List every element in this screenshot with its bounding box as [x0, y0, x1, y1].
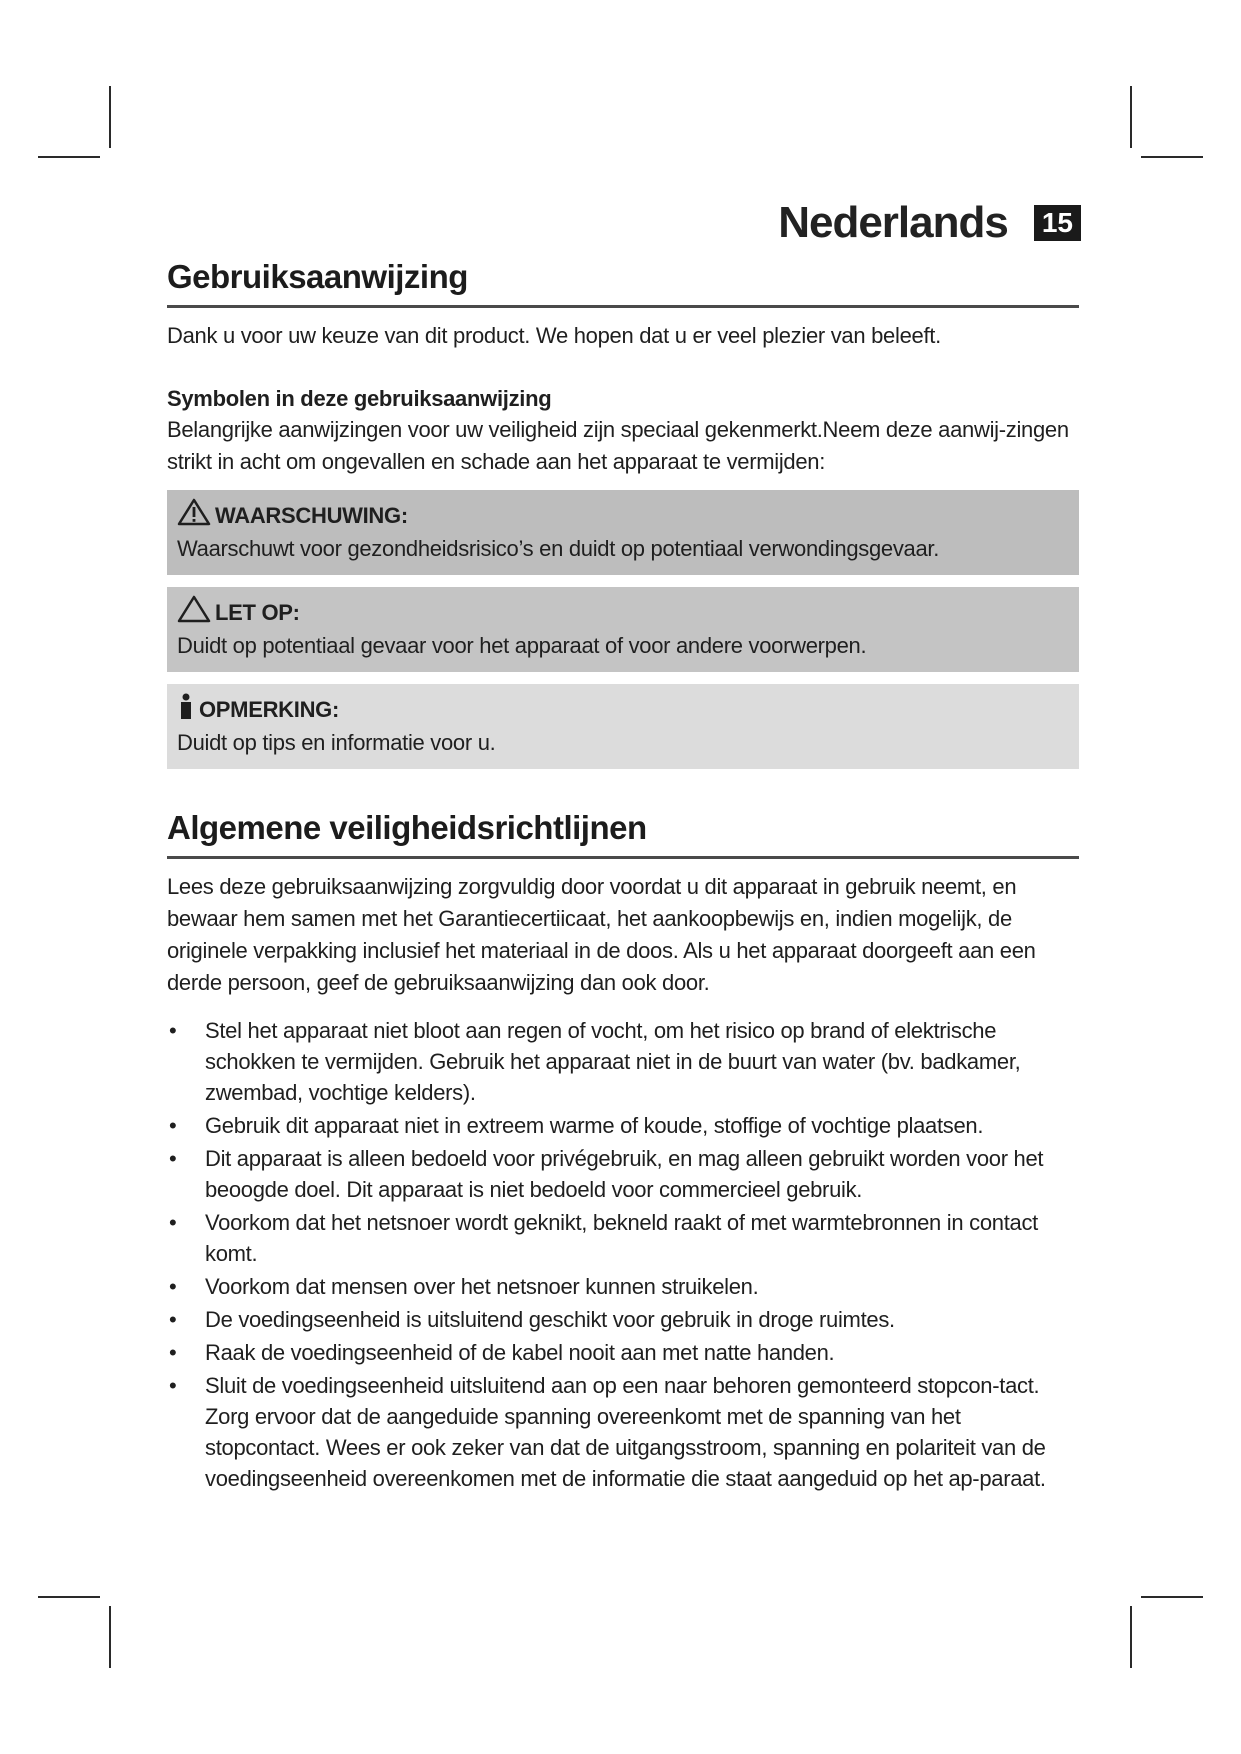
note-head — [177, 692, 1069, 727]
crop-mark — [1130, 86, 1132, 148]
safety-list — [167, 1015, 1079, 1494]
list-item-text: Raak de voedingseenheid of de kabel nooit aan met natte handen. — [205, 1340, 835, 1365]
safety-section — [167, 809, 1079, 1494]
warning-label: WAARSCHUWING: — [215, 502, 408, 528]
crop-mark — [38, 156, 100, 158]
crop-mark — [109, 86, 111, 148]
list-item-text: Gebruik dit apparaat niet in extreem warme of koude, stoffige of vochtige plaatsen. — [205, 1113, 984, 1138]
intro-text: Dank u voor uw keuze van dit product. We hopen dat u er veel plezier van beleeft. — [167, 323, 941, 348]
bullet-dot: • — [169, 1210, 177, 1235]
symbols-heading: Symbolen in deze gebruiksaanwijzing — [167, 386, 552, 411]
list-item — [167, 1304, 1079, 1335]
list-item — [167, 1015, 1079, 1108]
bullet-dot: • — [169, 1373, 177, 1398]
warning-triangle-icon — [177, 498, 215, 533]
list-item — [167, 1143, 1079, 1205]
crop-mark — [1130, 1606, 1132, 1668]
bullet-dot: • — [169, 1340, 177, 1365]
symbols-text: Belangrijke aanwijzingen voor uw veiligheid zijn speciaal gekenmerkt.Neem deze aanwij-zingen strikt in acht om ongevallen en schade aan het apparaat te vermijden: — [167, 417, 1069, 474]
bullet-dot: • — [169, 1018, 177, 1043]
bullet-dot: • — [169, 1113, 177, 1138]
caution-triangle-icon — [177, 595, 215, 630]
language-header — [778, 198, 1081, 248]
bullet-dot: • — [169, 1146, 177, 1171]
list-item — [167, 1110, 1079, 1141]
section-title-gebruiksaanwijzing: Gebruiksaanwijzing — [167, 258, 1079, 308]
warning-head — [177, 498, 1069, 533]
bullet-dot: • — [169, 1307, 177, 1332]
list-item-text: Dit apparaat is alleen bedoeld voor privégebruik, en mag alleen gebruikt worden voor het beoogde doel. Dit apparaat is niet bedoeld voor commercieel gebruik. — [205, 1146, 1044, 1202]
list-item — [167, 1271, 1079, 1302]
language-title: Nederlands — [778, 198, 1008, 247]
caution-text: Duidt op potentiaal gevaar voor het apparaat of voor andere voorwerpen. — [177, 633, 867, 658]
list-item-text: Sluit de voedingseenheid uitsluitend aan op een naar behoren gemonteerd stopcon-tact. Zorg ervoor dat de aangeduide spanning overeenkomt met de spanning van het stopcontact. Wees er ook zeker van dat de uitgangsstroom, spanning en polariteit van de voedingseenheid overeenkomen met de informatie die staat aangeduid op het ap-paraat. — [205, 1373, 1046, 1491]
note-text: Duidt op tips en informatie voor u. — [177, 730, 496, 755]
warning-box — [167, 490, 1079, 575]
info-icon — [177, 692, 199, 727]
page-content — [167, 258, 1079, 1496]
safety-intro: Lees deze gebruiksaanwijzing zorgvuldig door voordat u dit apparaat in gebruik neemt, en bewaar hem samen met het Garantiecertiicaat, het aankoopbewijs en, indien mogelijk, de originele verpakking inclusief het materiaal in de doos. Als u het apparaat doorgeeft aan een derde persoon, geef de gebruiksaanwijzing dan ook door. — [167, 874, 1036, 995]
section-title-safety: Algemene veiligheidsrichtlijnen — [167, 809, 1079, 859]
caution-box — [167, 587, 1079, 672]
list-item-text: De voedingseenheid is uitsluitend geschikt voor gebruik in droge ruimtes. — [205, 1307, 895, 1332]
bullet-dot: • — [169, 1274, 177, 1299]
list-item-text: Stel het apparaat niet bloot aan regen of vocht, om het risico op brand of elektrische schokken te vermijden. Gebruik het apparaat niet in de buurt van water (bv. badkamer, zwembad, vochtige kelders). — [205, 1018, 1021, 1105]
warning-text: Waarschuwt voor gezondheidsrisico’s en duidt op potentiaal verwondingsgevaar. — [177, 536, 940, 561]
crop-mark — [1141, 1596, 1203, 1598]
list-item — [167, 1370, 1079, 1494]
caution-label: LET OP: — [215, 599, 300, 625]
crop-mark — [38, 1596, 100, 1598]
list-item — [167, 1337, 1079, 1368]
list-item-text: Voorkom dat het netsnoer wordt geknikt, bekneld raakt of met warmtebronnen in contact komt. — [205, 1210, 1038, 1266]
crop-mark — [1141, 156, 1203, 158]
note-label: OPMERKING: — [199, 696, 340, 722]
page-number: 15 — [1034, 205, 1081, 241]
caution-head — [177, 595, 1069, 630]
note-box — [167, 684, 1079, 769]
list-item — [167, 1207, 1079, 1269]
list-item-text: Voorkom dat mensen over het netsnoer kunnen struikelen. — [205, 1274, 759, 1299]
crop-mark — [109, 1606, 111, 1668]
